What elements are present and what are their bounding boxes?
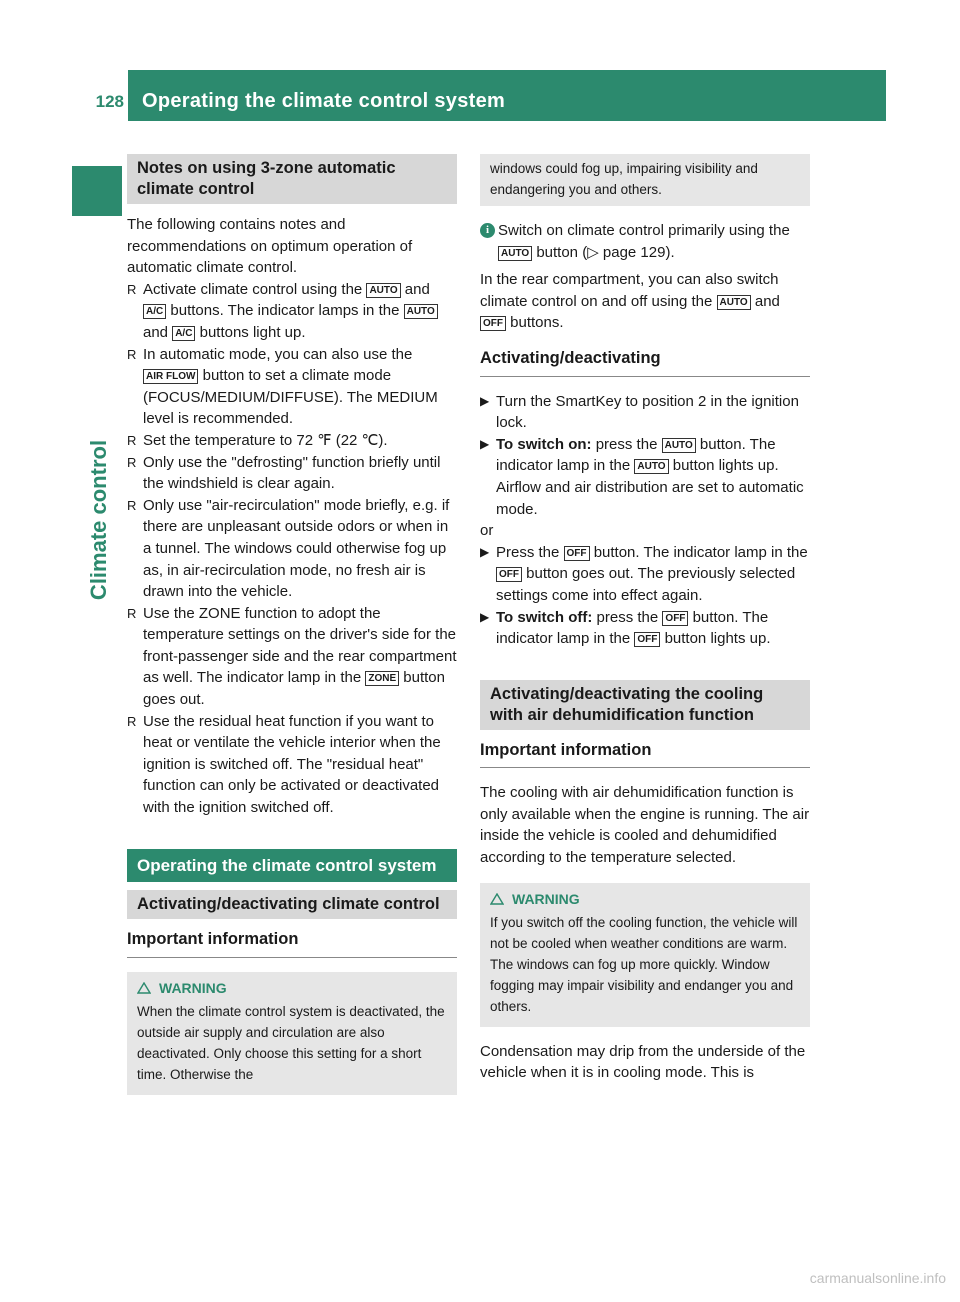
step-label: To switch on:	[496, 435, 592, 453]
chapter-side-label: Climate control	[86, 439, 111, 601]
instruction-step	[480, 607, 810, 650]
warning-title: WARNING	[159, 979, 227, 996]
bullet-icon: R	[127, 713, 137, 729]
page-header-bar	[128, 70, 886, 121]
warning-title-cooling: WARNING	[512, 890, 580, 907]
arrow-right-icon: ▶	[480, 436, 490, 451]
list-item	[127, 452, 457, 495]
control-key-icon: ZONE	[365, 671, 399, 686]
control-key-icon: OFF	[634, 632, 660, 647]
control-key-icon: OFF	[480, 316, 506, 331]
warning-text-cooling: If you switch off the cooling function, the vehicle will not be cooled when weather conditions are warm. The windows can fog up more quickly. Window fogging may impair visibility and endanger you and others.	[490, 914, 798, 1014]
bullet-icon: R	[127, 605, 137, 621]
notes-bullet-list	[127, 279, 457, 819]
warning-text-continued: windows could fog up, impairing visibility and endangering you and others.	[490, 161, 758, 197]
bullet-icon: R	[127, 497, 137, 513]
bullet-icon: R	[127, 281, 137, 297]
control-key-icon: AIR FLOW	[143, 369, 198, 384]
info-note-text: Switch on climate control primarily using the AUTO button (▷ page 129).	[498, 222, 790, 261]
section-banner: Operating the climate control system	[127, 849, 457, 883]
page-title: Operating the climate control system	[142, 90, 506, 112]
subheading-important-info-cooling: Important information	[480, 740, 810, 769]
cooling-paragraph: The cooling with air dehumidification function is only available when the engine is running. The air inside the vehicle is cooled and dehumidified according to the temperature selected.	[480, 784, 810, 867]
control-key-icon: AUTO	[634, 459, 668, 474]
or-label: or	[480, 522, 494, 540]
info-icon: i	[480, 223, 495, 238]
warning-box-continued	[480, 154, 810, 206]
warning-title-row-cooling	[490, 889, 800, 910]
list-item-text: Use the ZONE function to adopt the temperature settings on the driver's side for the front-passenger side and the rear compartment as well. The indicator lamp in the ZONE button goes out.	[143, 604, 457, 709]
intro-paragraph: The following contains notes and recommendations on optimum operation of automatic climate control.	[127, 216, 413, 277]
list-item	[127, 603, 457, 711]
list-item-text: Set the temperature to 72 ℉ (22 ℃).	[143, 431, 388, 449]
list-item-text: Only use "air-recirculation" mode briefly, e.g. if there are unpleasant outside odors or when in a tunnel. The windows could otherwise fog up as, in air-recirculation mode, no fresh air is drawn into the vehicle.	[143, 496, 450, 601]
warning-box	[127, 972, 457, 1095]
bullet-icon: R	[127, 346, 137, 362]
arrow-right-icon: ▶	[480, 393, 490, 408]
condensation-paragraph: Condensation may drip from the underside of the vehicle when it is in cooling mode. This is	[480, 1042, 806, 1082]
list-item-text: In automatic mode, you can also use the AIR FLOW button to set a climate mode (FOCUS/MEDIUM/DIFFUSE). The MEDIUM level is recommended.	[143, 345, 438, 428]
rear-compartment-paragraph: In the rear compartment, you can also switch climate control on and off using the AUTO and OFF buttons.	[480, 271, 780, 332]
warning-triangle-icon	[137, 982, 151, 994]
arrow-right-icon: ▶	[480, 609, 490, 624]
control-key-icon: AUTO	[404, 304, 438, 319]
bullet-icon: R	[127, 454, 137, 470]
arrow-right-icon: ▶	[480, 544, 490, 559]
deactivation-steps	[480, 542, 810, 650]
subheading-activating: Activating/deactivating	[480, 348, 810, 377]
section-heading-notes: Notes on using 3-zone automatic climate control	[127, 154, 457, 204]
list-item	[127, 344, 457, 430]
list-item-text: Only use the "defrosting" function briefly until the windshield is clear again.	[143, 453, 441, 493]
left-column	[127, 154, 457, 1095]
footer-watermark: carmanualsonline.info	[809, 1270, 946, 1286]
warning-text: When the climate control system is deactivated, the outside air supply and circulation are also deactivated. Only choose this setting for a short time. Otherwise the	[137, 1003, 445, 1082]
list-item	[127, 430, 457, 452]
step-text: Press the OFF button. The indicator lamp in the OFF button goes out. The previously selected settings come into effect again.	[496, 543, 808, 604]
info-note	[480, 220, 810, 263]
control-key-icon: AUTO	[662, 438, 696, 453]
warning-title-row	[137, 978, 447, 999]
bullet-icon: R	[127, 432, 137, 448]
instruction-step	[480, 391, 810, 434]
warning-box-cooling	[480, 883, 810, 1027]
list-item	[127, 495, 457, 603]
activation-steps	[480, 391, 810, 521]
list-item	[127, 711, 457, 819]
section-heading-activate: Activating/deactivating climate control	[127, 890, 457, 919]
instruction-step	[480, 542, 810, 607]
control-key-icon: A/C	[172, 326, 195, 341]
control-key-icon: AUTO	[717, 295, 751, 310]
control-key-icon: OFF	[662, 611, 688, 626]
list-item	[127, 279, 457, 344]
list-item-text: Activate climate control using the AUTO and A/C buttons. The indicator lamps in the AUTO and A/C buttons light up.	[143, 281, 438, 341]
control-key-icon: OFF	[564, 546, 590, 561]
step-text: press the OFF button. The indicator lamp in the OFF button lights up.	[496, 608, 771, 648]
instruction-step	[480, 434, 810, 520]
control-key-icon: AUTO	[366, 283, 400, 298]
page-number: 128	[95, 92, 124, 111]
step-label: To switch off:	[496, 608, 593, 626]
right-column	[480, 154, 810, 1084]
control-key-icon: A/C	[143, 304, 166, 319]
step-text: Turn the SmartKey to position 2 in the ignition lock.	[496, 392, 799, 432]
side-tab-marker	[72, 166, 122, 216]
control-key-icon: OFF	[496, 567, 522, 582]
control-key-icon: AUTO	[498, 246, 532, 261]
warning-triangle-icon	[490, 893, 504, 905]
subheading-important-info: Important information	[127, 929, 457, 958]
list-item-text: Use the residual heat function if you want to heat or ventilate the vehicle interior when the ignition is switched off. The "residual heat" function can only be activated or deactivated with the ignition switched off.	[143, 712, 441, 817]
section-heading-cooling: Activating/deactivating the cooling with air dehumidification function	[480, 680, 810, 730]
step-text: press the AUTO button. The indicator lamp in the AUTO button lights up. Airflow and air distribution are set to automatic mode.	[496, 435, 804, 518]
